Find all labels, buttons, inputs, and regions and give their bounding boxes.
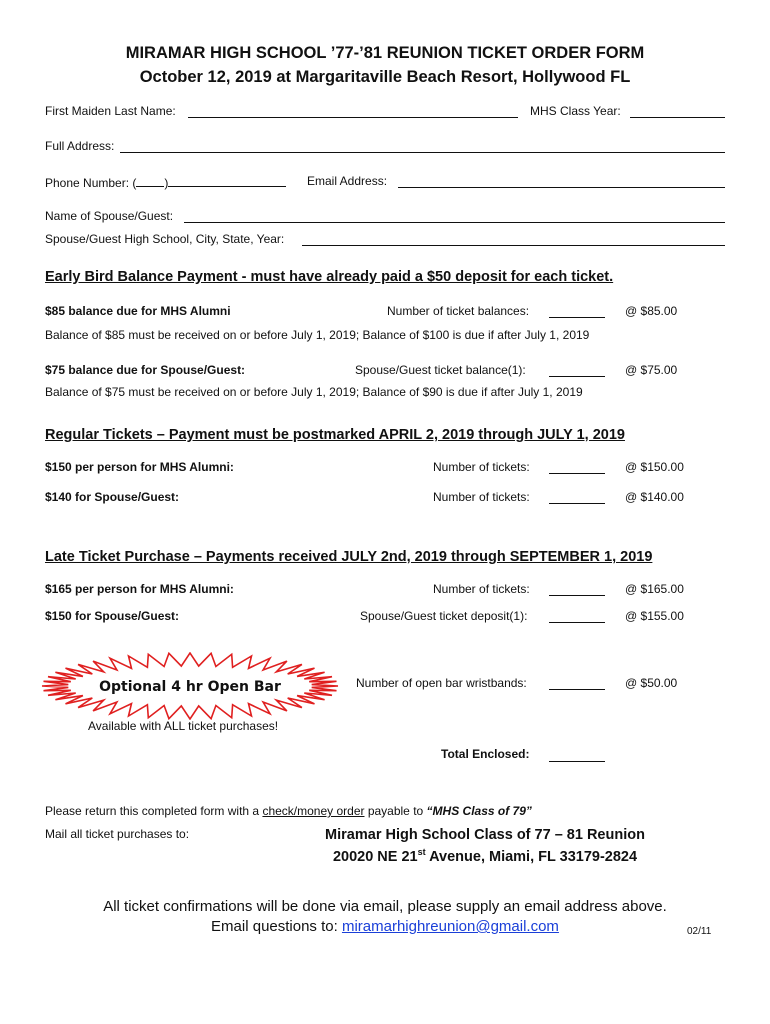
regular-alumni-count-field[interactable]: [549, 473, 605, 474]
early-bird-spouse-count-label: Spouse/Guest ticket balance(1):: [355, 363, 526, 377]
late-alumni-count-field[interactable]: [549, 595, 605, 596]
open-bar-burst: [40, 652, 340, 720]
full-address-field[interactable]: [120, 152, 725, 153]
regular-alumni-price: @ $150.00: [625, 460, 684, 474]
regular-alumni-count-label: Number of tickets:: [433, 460, 530, 474]
email-label: Email Address:: [307, 174, 388, 188]
early-bird-spouse-label: $75 balance due for Spouse/Guest:: [45, 363, 246, 377]
regular-spouse-label: $140 for Spouse/Guest:: [45, 490, 180, 504]
email-field[interactable]: [398, 187, 725, 188]
mail-street-suffix: st: [417, 847, 426, 857]
early-bird-alumni-count-label: Number of ticket balances:: [387, 304, 530, 318]
full-address-label: Full Address:: [45, 139, 115, 153]
first-maiden-last-label: First Maiden Last Name:: [45, 104, 176, 118]
contact-email-link[interactable]: miramarhighreunion@gmail.com: [341, 918, 559, 935]
spouse-school-label: Spouse/Guest High School, City, State, Year:: [45, 232, 285, 246]
total-enclosed-label: Total Enclosed:: [441, 747, 530, 761]
early-bird-heading: Early Bird Balance Payment - must have already paid a $50 deposit for each ticket.: [45, 269, 614, 285]
return-text-before: Please return this completed form with a: [45, 804, 263, 818]
form-title: MIRAMAR HIGH SCHOOL ’77-’81 REUNION TICKET ORDER FORM: [125, 44, 645, 62]
phone-area-code-field[interactable]: [136, 174, 164, 187]
regular-heading: Regular Tickets – Payment must be postmarked APRIL 2, 2019 through JULY 1, 2019: [45, 427, 625, 443]
late-alumni-price: @ $165.00: [625, 582, 684, 596]
early-bird-alumni-price: @ $85.00: [625, 304, 678, 318]
total-enclosed-field[interactable]: [549, 761, 605, 762]
class-year-label: MHS Class Year:: [530, 104, 621, 118]
late-alumni-count-label: Number of tickets:: [433, 582, 530, 596]
open-bar-available-text: Available with ALL ticket purchases!: [88, 719, 279, 733]
open-bar-count-label: Number of open bar wristbands:: [356, 676, 527, 690]
form-code: 02/11: [687, 926, 712, 937]
mail-street-number: 20020 NE 21: [332, 848, 418, 865]
class-year-field[interactable]: [630, 117, 725, 118]
event-subtitle: October 12, 2019 at Margaritaville Beach Resort, Hollywood FL: [139, 68, 631, 86]
return-text-after: payable to: [364, 804, 427, 818]
regular-spouse-price: @ $140.00: [625, 490, 684, 504]
late-alumni-label: $165 per person for MHS Alumni:: [45, 582, 234, 596]
check-money-order-text: check/money order: [262, 804, 365, 818]
regular-spouse-count-field[interactable]: [549, 503, 605, 504]
mail-address-line2: [300, 847, 670, 865]
early-bird-alumni-note: Balance of $85 must be received on or before July 1, 2019; Balance of $100 is due if after July 1, 2019: [45, 328, 590, 342]
open-bar-price: @ $50.00: [625, 676, 678, 690]
mail-label: Mail all ticket purchases to:: [45, 827, 190, 841]
early-bird-spouse-price: @ $75.00: [625, 363, 678, 377]
late-spouse-price: @ $155.00: [625, 609, 684, 623]
open-bar-count-field[interactable]: [549, 689, 605, 690]
spouse-name-field[interactable]: [184, 222, 725, 223]
spouse-school-field[interactable]: [302, 245, 725, 246]
late-spouse-count-field[interactable]: [549, 622, 605, 623]
late-spouse-label: $150 for Spouse/Guest:: [45, 609, 180, 623]
first-maiden-last-field[interactable]: [188, 117, 518, 118]
phone-label: [45, 174, 286, 190]
payee-name: “MHS Class of 79”: [426, 804, 532, 818]
phone-paren: ): [164, 176, 169, 190]
late-spouse-count-label: Spouse/Guest ticket deposit(1):: [360, 609, 528, 623]
mail-address-line1: Miramar High School Class of 77 – 81 Reunion: [325, 827, 645, 843]
early-bird-alumni-label: $85 balance due for MHS Alumni: [45, 304, 231, 318]
regular-alumni-label: $150 per person for MHS Alumni:: [45, 460, 234, 474]
mail-street-rest: Avenue, Miami, FL 33179-2824: [425, 848, 638, 865]
email-questions-prefix: Email questions to:: [211, 918, 342, 935]
phone-prefix: Phone Number: (: [45, 176, 137, 190]
confirmation-note: All ticket confirmations will be done via email, please supply an email address above.: [103, 898, 667, 915]
late-heading: Late Ticket Purchase – Payments received JULY 2nd, 2019 through SEPTEMBER 1, 2019: [45, 549, 653, 565]
email-questions-line: [0, 918, 770, 935]
spouse-name-label: Name of Spouse/Guest:: [45, 209, 174, 223]
early-bird-alumni-count-field[interactable]: [549, 317, 605, 318]
phone-number-field[interactable]: [168, 174, 286, 187]
open-bar-burst-text: Optional 4 hr Open Bar: [99, 679, 281, 695]
early-bird-spouse-count-field[interactable]: [549, 376, 605, 377]
regular-spouse-count-label: Number of tickets:: [433, 490, 530, 504]
early-bird-spouse-note: Balance of $75 must be received on or before July 1, 2019; Balance of $90 is due if after July 1, 2019: [45, 385, 583, 399]
return-instructions: [45, 804, 532, 818]
